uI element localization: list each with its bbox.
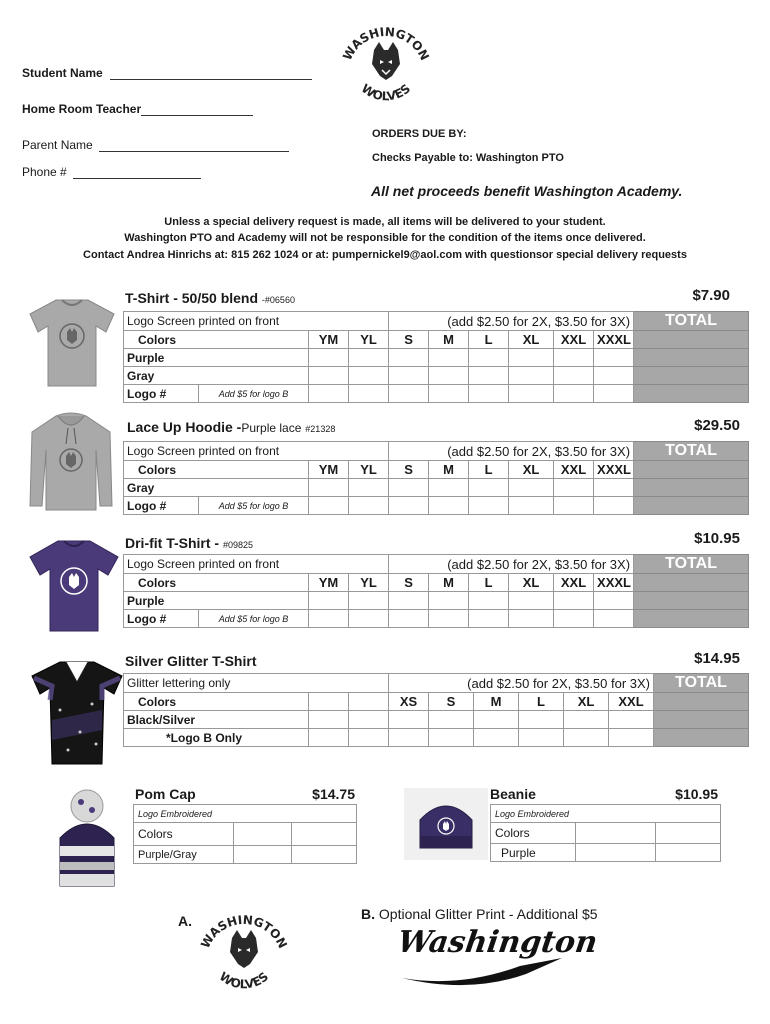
drifit-total-header: TOTAL [634, 555, 749, 574]
drifit-total-cell[interactable] [634, 574, 749, 592]
script-swoosh [400, 956, 565, 988]
hoodie-size-xxxl: XXXL [594, 461, 634, 479]
parent-name-field[interactable] [22, 138, 289, 152]
tshirt-total-cell[interactable] [634, 331, 749, 349]
svg-text:WASHINGTON: WASHINGTON [198, 912, 290, 951]
drifit-size-ym: YM [309, 574, 349, 592]
wolves-logo-option-a [196, 910, 292, 996]
drifit-print-note: Logo Screen printed on front [124, 555, 389, 574]
tshirt-row-purple [124, 349, 749, 367]
drifit-size-xxxl: XXXL [594, 574, 634, 592]
beanie-print-note: Logo Embroidered [491, 805, 721, 823]
hoodie-size-xl: XL [509, 461, 554, 479]
drifit-image [28, 537, 120, 633]
beanie-order-table [490, 804, 721, 862]
glitter-print-note: Glitter lettering only [124, 674, 389, 693]
glitter-total-cell[interactable] [654, 693, 749, 711]
drifit-title [125, 535, 253, 551]
hoodie-name: Lace Up Hoodie - [127, 419, 242, 435]
hoodie-size-ym: YM [309, 461, 349, 479]
glitter-name: Silver Glitter T-Shirt [125, 653, 257, 669]
tshirt-size-s: S [389, 331, 429, 349]
pomcap-print-note: Logo Embroidered [134, 805, 357, 823]
beanie-image [404, 788, 488, 860]
tshirt-add-note: (add $2.50 for 2X, $3.50 for 3X) [389, 312, 634, 331]
hoodie-sku: #21328 [305, 424, 336, 434]
tshirt-print-note: Logo Screen printed on front [124, 312, 389, 331]
drifit-size-s: S [389, 574, 429, 592]
hoodie-title [127, 419, 335, 435]
washington-script-logo: Washington [395, 925, 600, 960]
pomcap-order-table [133, 804, 357, 864]
option-b [361, 906, 598, 922]
option-a-label: A. [178, 913, 192, 929]
drifit-row-logo [124, 610, 749, 628]
pomcap-color-purple-gray: Purple/Gray [134, 846, 234, 864]
phone-field[interactable] [22, 165, 201, 179]
student-name-field[interactable] [22, 66, 312, 80]
drifit-order-table [123, 554, 749, 628]
tshirt-image [28, 296, 116, 388]
drifit-price: $10.95 [694, 530, 740, 547]
drifit-colors-label: Colors [124, 574, 309, 592]
homeroom-field[interactable] [22, 102, 253, 116]
drifit-name: Dri-fit T-Shirt - [125, 535, 220, 551]
tshirt-name: T-Shirt - 50/50 blend [125, 290, 259, 306]
beanie-name: Beanie [490, 786, 536, 802]
tshirt-size-ym: YM [309, 331, 349, 349]
notice-line-2: Washington PTO and Academy will not be responsible for the condition of the items once delivered. [124, 232, 646, 244]
glitter-size-xs: XS [389, 693, 429, 711]
checks-payable: Checks Payable to: Washington PTO [372, 152, 564, 164]
svg-text:WOLVES: WOLVES [358, 81, 414, 104]
hoodie-size-xxl: XXL [554, 461, 594, 479]
pom-cap-image [50, 788, 124, 892]
option-b-letter: B. [361, 906, 375, 922]
phone-label: Phone # [22, 165, 67, 179]
tshirt-order-table [123, 311, 749, 403]
tshirt-sku: -#06560 [261, 295, 295, 305]
glitter-colors-label: Colors [124, 693, 309, 711]
tshirt-row-gray [124, 367, 749, 385]
hoodie-total-cell[interactable] [634, 461, 749, 479]
hoodie-row-gray [124, 479, 749, 497]
drifit-size-xl: XL [509, 574, 554, 592]
glitter-size-xxl: XXL [609, 693, 654, 711]
glitter-tshirt-image [30, 660, 124, 766]
tshirt-title [125, 290, 295, 306]
svg-text:WASHINGTON: WASHINGTON [340, 24, 432, 63]
hoodie-add-note: (add $2.50 for 2X, $3.50 for 3X) [389, 442, 634, 461]
notice-line-3: Contact Andrea Hinrichs at: 815 262 1024 or at: pumpernickel9@aol.com with questionsor special delivery requests [83, 249, 687, 261]
proceeds-note: All net proceeds benefit Washington Academy. [371, 183, 683, 199]
hoodie-image [26, 410, 116, 514]
glitter-size-s: S [429, 693, 474, 711]
drifit-color-purple: Purple [124, 592, 309, 610]
drifit-row-purple [124, 592, 749, 610]
option-b-text: Optional Glitter Print - Additional $5 [378, 906, 598, 922]
parent-name-label: Parent Name [22, 138, 93, 152]
wolves-logo-top [336, 22, 436, 108]
hoodie-size-l: L [469, 461, 509, 479]
glitter-color-black-silver: Black/Silver [124, 711, 309, 729]
tshirt-size-yl: YL [349, 331, 389, 349]
pomcap-name: Pom Cap [135, 786, 196, 802]
tshirt-size-m: M [429, 331, 469, 349]
hoodie-color-gray: Gray [124, 479, 309, 497]
hoodie-logo-b-note: Add $5 for logo B [199, 497, 309, 515]
tshirt-logo-b-note: Add $5 for logo B [199, 385, 309, 403]
tshirt-size-xxxl: XXXL [594, 331, 634, 349]
drifit-logo-b-note: Add $5 for logo B [199, 610, 309, 628]
svg-text:WOLVES: WOLVES [216, 969, 272, 992]
tshirt-size-xl: XL [509, 331, 554, 349]
drifit-add-note: (add $2.50 for 2X, $3.50 for 3X) [389, 555, 634, 574]
wolves-sub-label: Wolves [430, 963, 466, 975]
hoodie-colors-label: Colors [124, 461, 309, 479]
student-name-label: Student Name [22, 66, 103, 80]
phone-line [73, 166, 201, 179]
homeroom-label: Home Room Teacher [22, 102, 142, 116]
glitter-row-black-silver [124, 711, 749, 729]
homeroom-line [141, 103, 253, 116]
glitter-size-l: L [519, 693, 564, 711]
glitter-add-note: (add $2.50 for 2X, $3.50 for 3X) [389, 674, 654, 693]
hoodie-size-s: S [389, 461, 429, 479]
hoodie-logo-label: Logo # [124, 497, 199, 515]
notice-line-1: Unless a special delivery request is made, all items will be delivered to your student. [164, 216, 606, 228]
glitter-logo-b-only: *Logo B Only [124, 729, 309, 747]
pomcap-colors-label: Colors [134, 823, 234, 846]
drifit-size-xxl: XXL [554, 574, 594, 592]
tshirt-size-l: L [469, 331, 509, 349]
glitter-price: $14.95 [694, 650, 740, 667]
hoodie-order-table [123, 441, 749, 515]
drifit-sku: #09825 [223, 540, 254, 550]
glitter-size-xl: XL [564, 693, 609, 711]
tshirt-row-logo [124, 385, 749, 403]
hoodie-print-note: Logo Screen printed on front [124, 442, 389, 461]
drifit-size-yl: YL [349, 574, 389, 592]
parent-name-line [99, 139, 289, 152]
hoodie-total-header: TOTAL [634, 442, 749, 461]
tshirt-price: $7.90 [692, 287, 730, 304]
tshirt-total-header: TOTAL [634, 312, 749, 331]
hoodie-size-yl: YL [349, 461, 389, 479]
glitter-size-m: M [474, 693, 519, 711]
drifit-logo-label: Logo # [124, 610, 199, 628]
orders-due-label: ORDERS DUE BY: [372, 128, 467, 140]
glitter-total-header: TOTAL [654, 674, 749, 693]
beanie-color-purple: Purple [491, 844, 576, 862]
hoodie-row-logo [124, 497, 749, 515]
pomcap-price: $14.75 [312, 786, 355, 802]
tshirt-color-purple: Purple [124, 349, 309, 367]
tshirt-size-xxl: XXL [554, 331, 594, 349]
tshirt-color-gray: Gray [124, 367, 309, 385]
tshirt-logo-label: Logo # [124, 385, 199, 403]
drifit-size-l: L [469, 574, 509, 592]
glitter-order-table [123, 673, 749, 747]
hoodie-price: $29.50 [694, 417, 740, 434]
tshirt-colors-label: Colors [124, 331, 309, 349]
beanie-price: $10.95 [675, 786, 718, 802]
glitter-row-logo [124, 729, 749, 747]
beanie-colors-label: Colors [491, 823, 576, 844]
drifit-size-m: M [429, 574, 469, 592]
hoodie-variant: Purple lace [241, 421, 302, 435]
hoodie-size-m: M [429, 461, 469, 479]
student-name-line [110, 67, 312, 80]
